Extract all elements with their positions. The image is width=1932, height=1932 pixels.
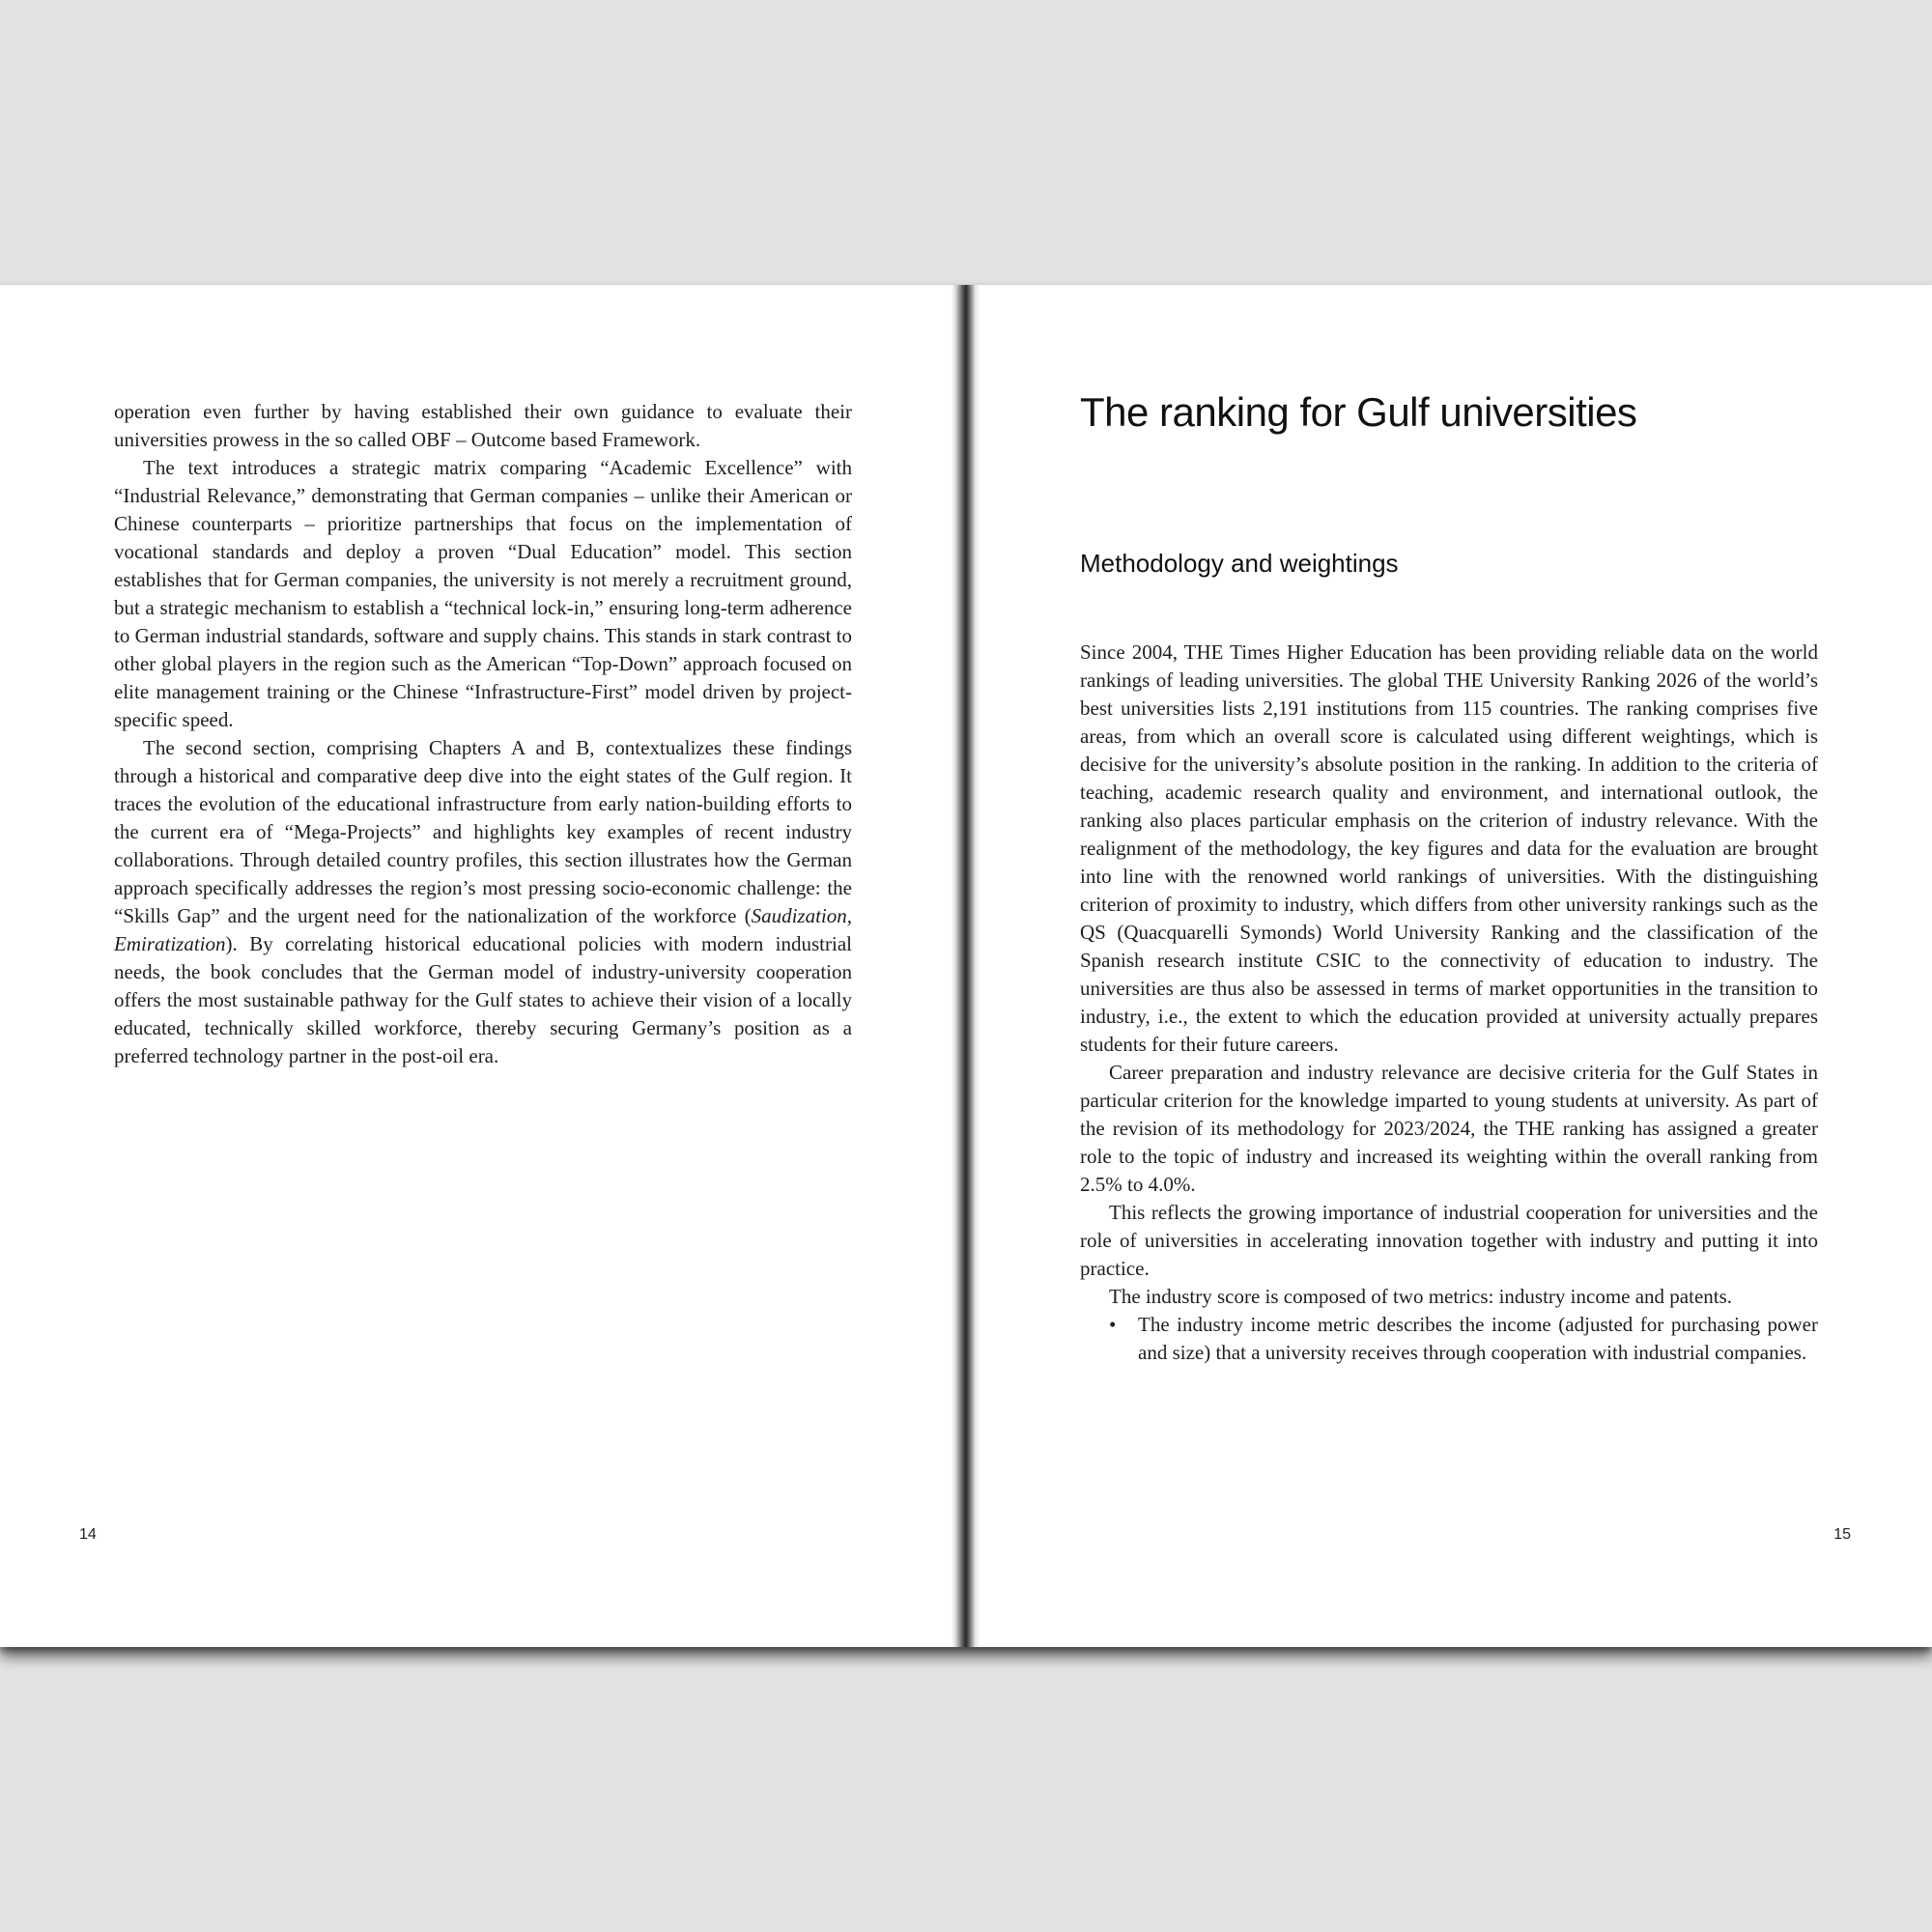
book-gutter-shadow [952,285,980,1647]
left-paragraph-3-part-1: The second section, comprising Chapters A and B, contextualizes these findings through a historical and comparative deep dive into the eight states of the Gulf region. It traces the evolution of the educational infrastructure from early nation-building efforts to the current era of “Mega-Projects” and highlights key examples of recent industry collaborations. Through detailed country profiles, this section illustrates how the German approach specifically addresses the region’s most pressing socio-economic challenge: the “Skills Gap” and the urgent need for the nationalization of the workforce ( [114,736,852,927]
right-page [976,285,1932,1647]
section-heading: Methodology and weightings [1080,549,1399,578]
left-paragraph-1: operation even further by having established their own guidance to evaluate their universities prowess in the so called OBF – Outcome based Framework. [114,400,852,451]
left-paragraph-3-part-2: ). By correlating historical educational policies with modern industrial needs, the book concludes that the German model of industry-university cooperation offers the most sustainable pathway for the Gulf states to achieve their vision of a locally educated, technically skilled workforce, thereby securing Germany’s position as a preferred technology partner in the post-oil era. [114,932,852,1067]
right-paragraph-2: Career preparation and industry relevance are decisive criteria for the Gulf States in particular criterion for the knowledge imparted to young students at university. As part of the revision of its methodology for 2023/2024, the THE ranking has assigned a greater role to the topic of industry and increased its weighting within the overall ranking from 2.5% to 4.0%. [1080,1061,1818,1196]
right-paragraph-1: Since 2004, THE Times Higher Education has been providing reliable data on the world rankings of leading universities. The global THE University Ranking 2026 of the world’s best universities lists 2,191 institutions from 115 countries. The ranking comprises five areas, from which an overall score is calculated using different weightings, which is decisive for the university’s absolute position in the ranking. In addition to the criteria of teaching, academic research quality and environment, and international outlook, the ranking also places particular emphasis on the criterion of industry relevance. With the realignment of the methodology, the key figures and data for the evaluation are brought into line with the renowned world rankings of universities. With the distinguishing criterion of proximity to industry, which differs from other university rankings such as the QS (Quacquarelli Symonds) World University Ranking and the classification of the Spanish research institute CSIC to the connectivity of education to industry. The universities are thus also be assessed in terms of market opportunities in the transition to industry, i.e., the extent to which the education provided at university actually prepares students for their future careers. [1080,640,1818,1056]
right-paragraph-3: This reflects the growing importance of industrial cooperation for universities and the role of universities in accelerating innovation together with industry and putting it into practice. [1080,1201,1818,1280]
bullet-marker: • [1109,1313,1117,1336]
bullet-item [1080,1311,1818,1367]
left-paragraph-3 [114,734,852,1070]
left-page-body [114,398,852,1070]
left-page [0,285,956,1647]
chapter-title: The ranking for Gulf universities [1080,389,1637,435]
book-spread [0,285,1932,1647]
bullet-list [1080,1311,1818,1367]
bullet-text: The industry income metric describes the income (adjusted for purchasing power and size) that a university receives through cooperation with industrial companies. [1138,1313,1818,1364]
right-paragraph-4: The industry score is composed of two metrics: industry income and patents. [1109,1285,1733,1308]
left-paragraph-2: The text introduces a strategic matrix comparing “Academic Excellence” with “Industrial Relevance,” demonstrating that German companies – unlike their American or Chinese counterparts – prioritize partnerships that focus on the implementation of vocational standards and deploy a proven “Dual Education” model. This section establishes that for German companies, the university is not merely a recruitment ground, but a strategic mechanism to establish a “technical lock-in,” ensuring long-term adherence to German industrial standards, software and supply chains. This stands in stark contrast to other global players in the region such as the American “Top-Down” approach focused on elite management training or the Chinese “Infrastructure-First” model driven by project-specific speed. [114,456,852,731]
page-number-left: 14 [79,1526,97,1543]
page-number-right: 15 [1833,1526,1851,1543]
right-page-body [1080,639,1818,1367]
left-paragraph-3-italic: Saudization, Emiratization [114,904,852,955]
